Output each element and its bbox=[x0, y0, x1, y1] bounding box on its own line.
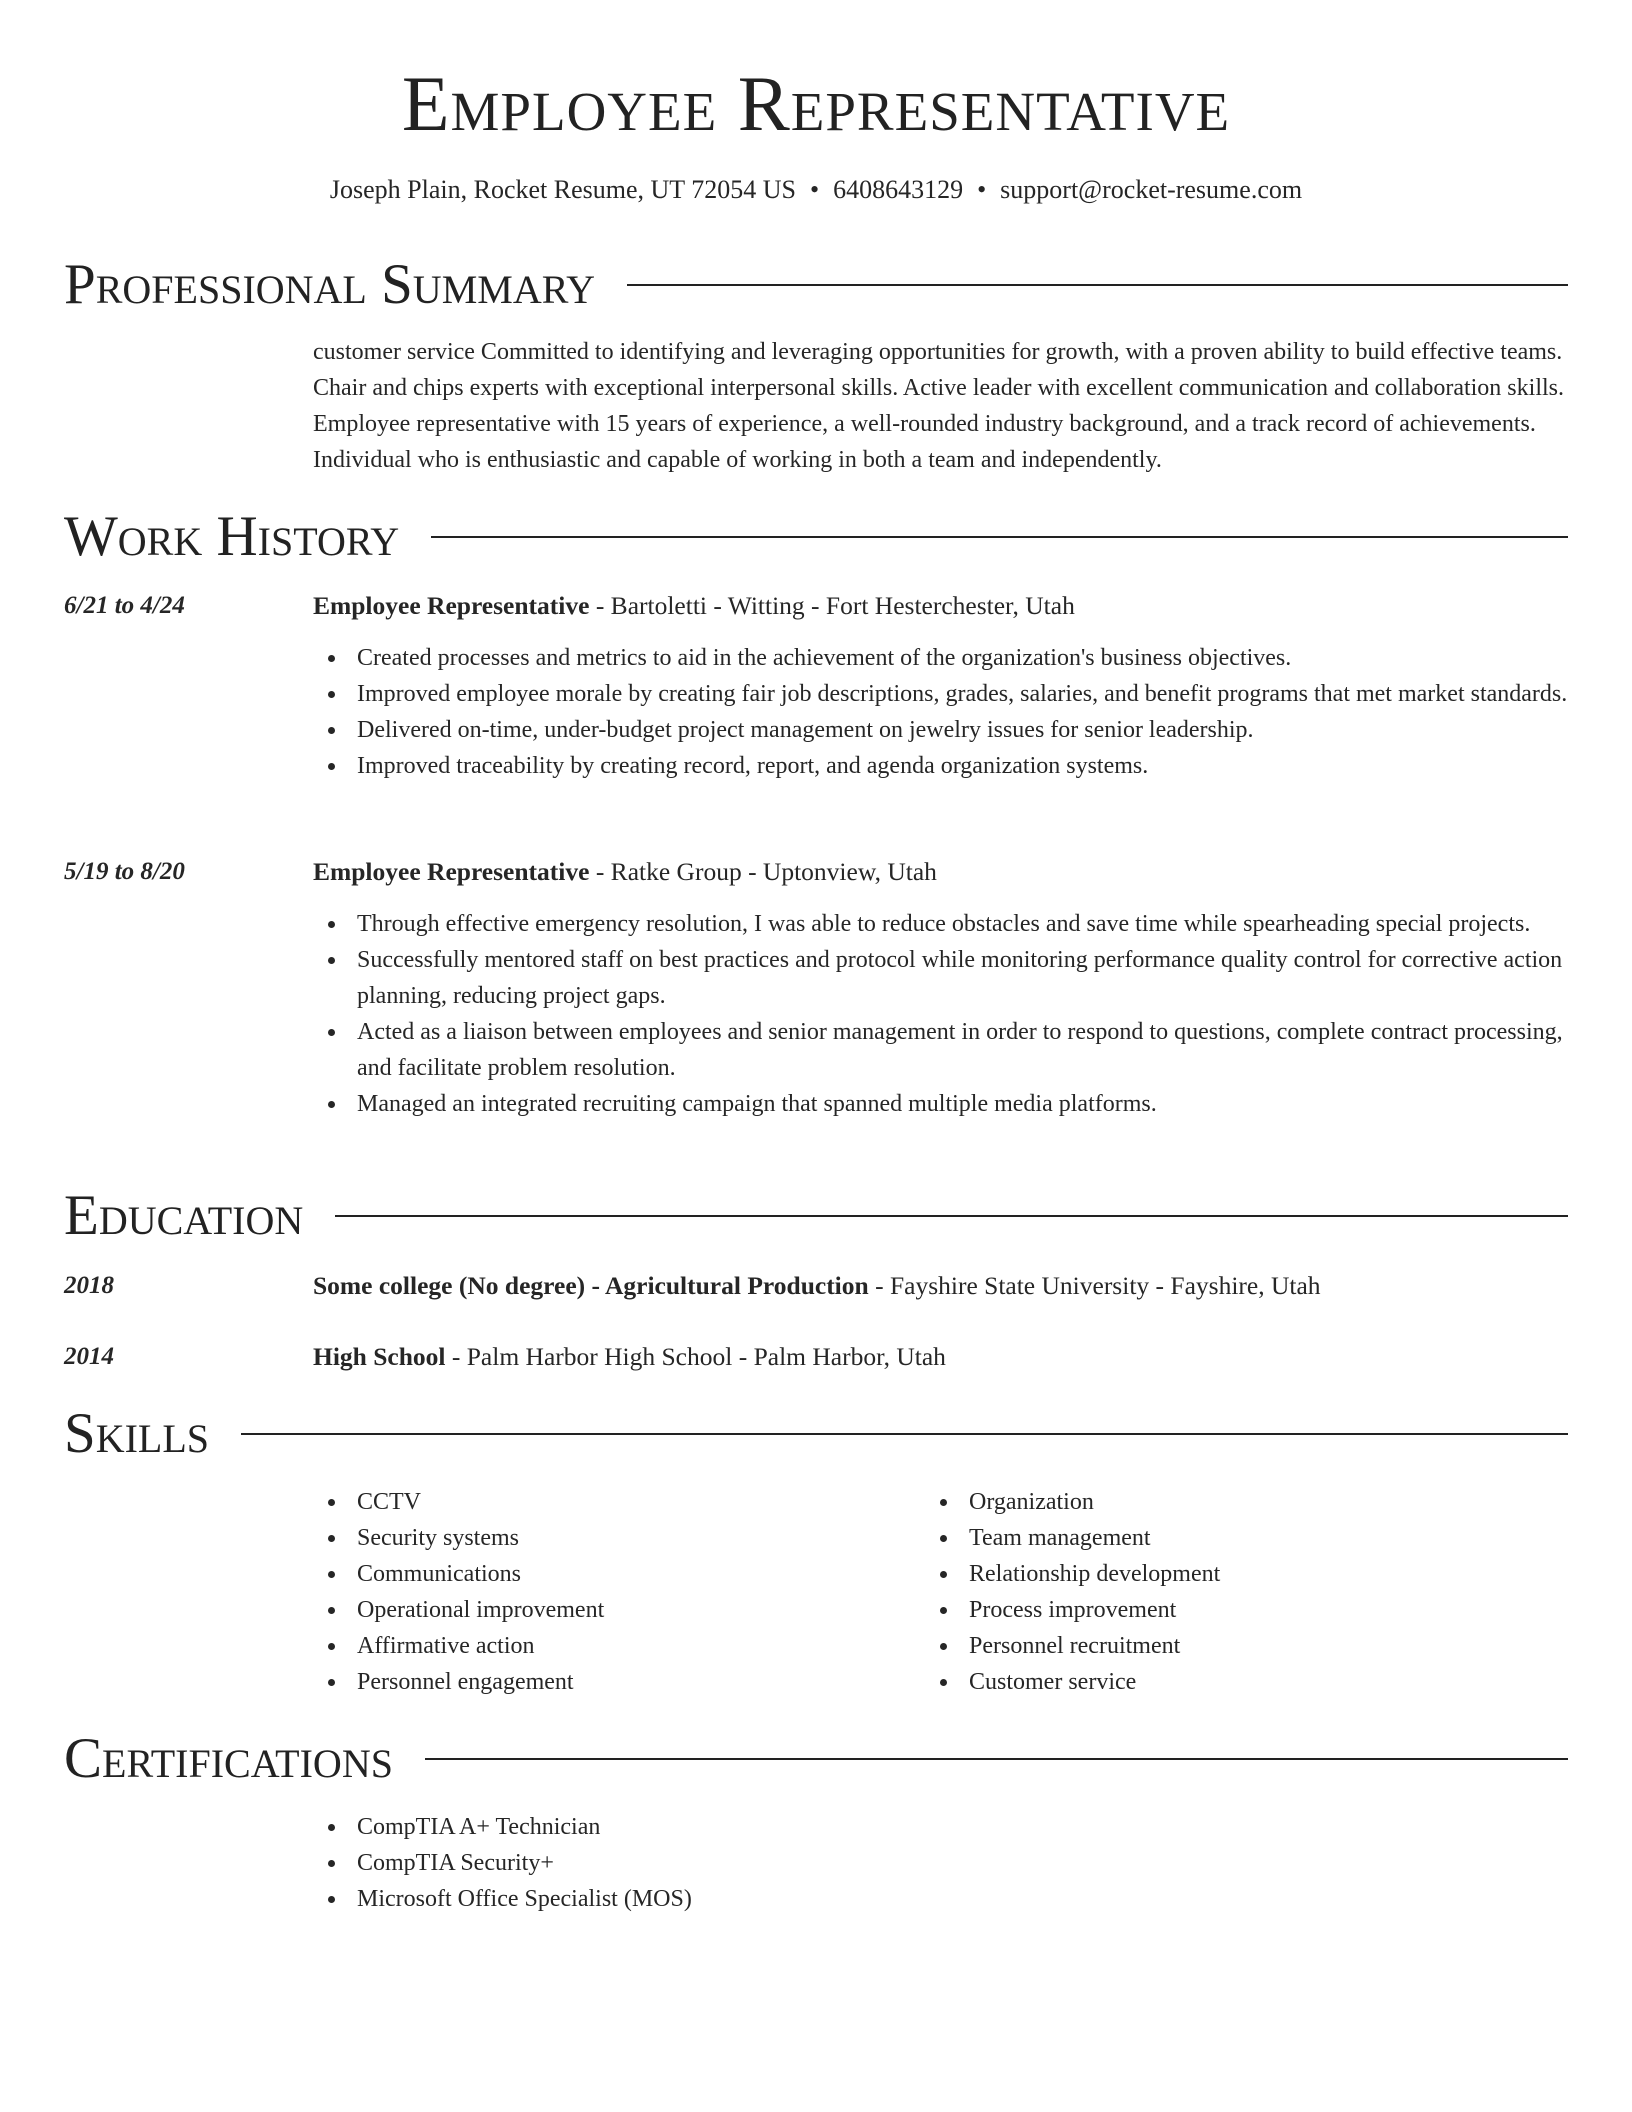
job-bullet: Successfully mentored staff on best practices and protocol while monitoring performance quality control for corrective action planning, reducing project gaps. bbox=[313, 942, 1568, 1014]
skills-list bbox=[313, 1484, 913, 1700]
job-bullet: Acted as a liaison between employees and senior management in order to respond to questions, complete contract processing, and facilitate problem resolution. bbox=[313, 1014, 1568, 1086]
job-bullet: Managed an integrated recruiting campaign that spanned multiple media platforms. bbox=[313, 1086, 1568, 1122]
job-entry bbox=[313, 854, 1568, 1122]
contact-separator: • bbox=[977, 175, 987, 204]
skills-section-header bbox=[64, 1399, 1568, 1469]
job-bullet: Through effective emergency resolution, I was able to reduce obstacles and save time while spearheading special projects. bbox=[313, 906, 1568, 942]
skills-list bbox=[925, 1484, 1525, 1700]
skill-item: Communications bbox=[313, 1556, 913, 1592]
job-entry bbox=[313, 588, 1568, 784]
skill-item: CCTV bbox=[313, 1484, 913, 1520]
certifications-list bbox=[313, 1809, 1213, 1917]
summary-heading: Professional Summary bbox=[64, 253, 596, 316]
education-degree: High School bbox=[313, 1342, 446, 1371]
education-entry bbox=[313, 1268, 1568, 1304]
skill-item: Operational improvement bbox=[313, 1592, 913, 1628]
skills-heading: Skills bbox=[64, 1402, 210, 1465]
certifications-section-header bbox=[64, 1724, 1568, 1794]
skill-item: Customer service bbox=[925, 1664, 1525, 1700]
education-heading: Education bbox=[64, 1184, 304, 1247]
certifications-heading: Certifications bbox=[64, 1727, 393, 1790]
education-degree: Some college (No degree) - Agricultural Production bbox=[313, 1271, 869, 1300]
skill-item: Affirmative action bbox=[313, 1628, 913, 1664]
job-bullet: Delivered on-time, under-budget project management on jewelry issues for senior leadership. bbox=[313, 712, 1568, 748]
education-school: - Palm Harbor High School - Palm Harbor, Utah bbox=[445, 1342, 946, 1371]
work-heading: Work History bbox=[64, 505, 400, 568]
job-bullet: Created processes and metrics to aid in the achievement of the organization's business objectives. bbox=[313, 640, 1568, 676]
skill-item: Team management bbox=[925, 1520, 1525, 1556]
job-title: Employee Representative bbox=[313, 857, 590, 886]
section-divider bbox=[241, 1433, 1568, 1435]
work-section-header bbox=[64, 502, 1568, 572]
skill-item: Relationship development bbox=[925, 1556, 1525, 1592]
job-bullets bbox=[313, 906, 1568, 1122]
certification-item: Microsoft Office Specialist (MOS) bbox=[313, 1881, 1213, 1917]
education-year: 2018 bbox=[64, 1272, 114, 1299]
job-company: - Ratke Group - Uptonview, Utah bbox=[589, 857, 937, 886]
certifications-body bbox=[313, 1809, 1213, 1917]
section-divider bbox=[425, 1758, 1568, 1760]
job-role-line bbox=[313, 854, 1568, 890]
job-bullet: Improved employee morale by creating fair job descriptions, grades, salaries, and benefit programs that met market standards. bbox=[313, 676, 1568, 712]
education-school: - Fayshire State University - Fayshire, Utah bbox=[868, 1271, 1321, 1300]
contact-separator: • bbox=[809, 175, 820, 204]
skills-column-left bbox=[313, 1484, 913, 1700]
job-dates: 6/21 to 4/24 bbox=[64, 592, 185, 619]
contact-email[interactable]: support@rocket-resume.com bbox=[1000, 175, 1303, 204]
section-divider bbox=[335, 1215, 1568, 1217]
job-title: Employee Representative bbox=[313, 591, 590, 620]
education-entry bbox=[313, 1339, 1568, 1375]
skill-item: Process improvement bbox=[925, 1592, 1525, 1628]
job-dates: 5/19 to 8/20 bbox=[64, 858, 185, 885]
education-year: 2014 bbox=[64, 1343, 114, 1370]
summary-section-header bbox=[64, 250, 1568, 320]
summary-body bbox=[313, 334, 1568, 478]
section-divider bbox=[431, 536, 1568, 538]
skills-column-right bbox=[925, 1484, 1525, 1700]
job-company: - Bartoletti - Witting - Fort Hesterchester, Utah bbox=[589, 591, 1075, 620]
skill-item: Security systems bbox=[313, 1520, 913, 1556]
certification-item: CompTIA A+ Technician bbox=[313, 1809, 1213, 1845]
skill-item: Personnel recruitment bbox=[925, 1628, 1525, 1664]
skill-item: Organization bbox=[925, 1484, 1525, 1520]
contact-address: Joseph Plain, Rocket Resume, UT 72054 US bbox=[329, 175, 796, 204]
education-line bbox=[313, 1339, 1568, 1375]
section-divider bbox=[627, 284, 1568, 286]
education-section-header bbox=[64, 1181, 1568, 1251]
summary-text: customer service Committed to identifying and leveraging opportunities for growth, with a proven ability to build effective teams. Chair and chips experts with exceptional interpersonal skills. Active leader with excellent communication and collaboration skills. Employee representative with 15 years of experience, a well-rounded industry background, and a track record of achievements. Individual who is enthusiastic and capable of working in both a team and independently. bbox=[313, 339, 1564, 473]
contact-line bbox=[0, 172, 1632, 208]
job-role-line bbox=[313, 588, 1568, 624]
job-bullet: Improved traceability by creating record, report, and agenda organization systems. bbox=[313, 748, 1568, 784]
contact-phone[interactable]: 6408643129 bbox=[833, 175, 964, 204]
education-line bbox=[313, 1268, 1568, 1304]
resume-title: Employee Representative bbox=[401, 60, 1231, 147]
certification-item: CompTIA Security+ bbox=[313, 1845, 1213, 1881]
job-bullets bbox=[313, 640, 1568, 784]
skill-item: Personnel engagement bbox=[313, 1664, 913, 1700]
